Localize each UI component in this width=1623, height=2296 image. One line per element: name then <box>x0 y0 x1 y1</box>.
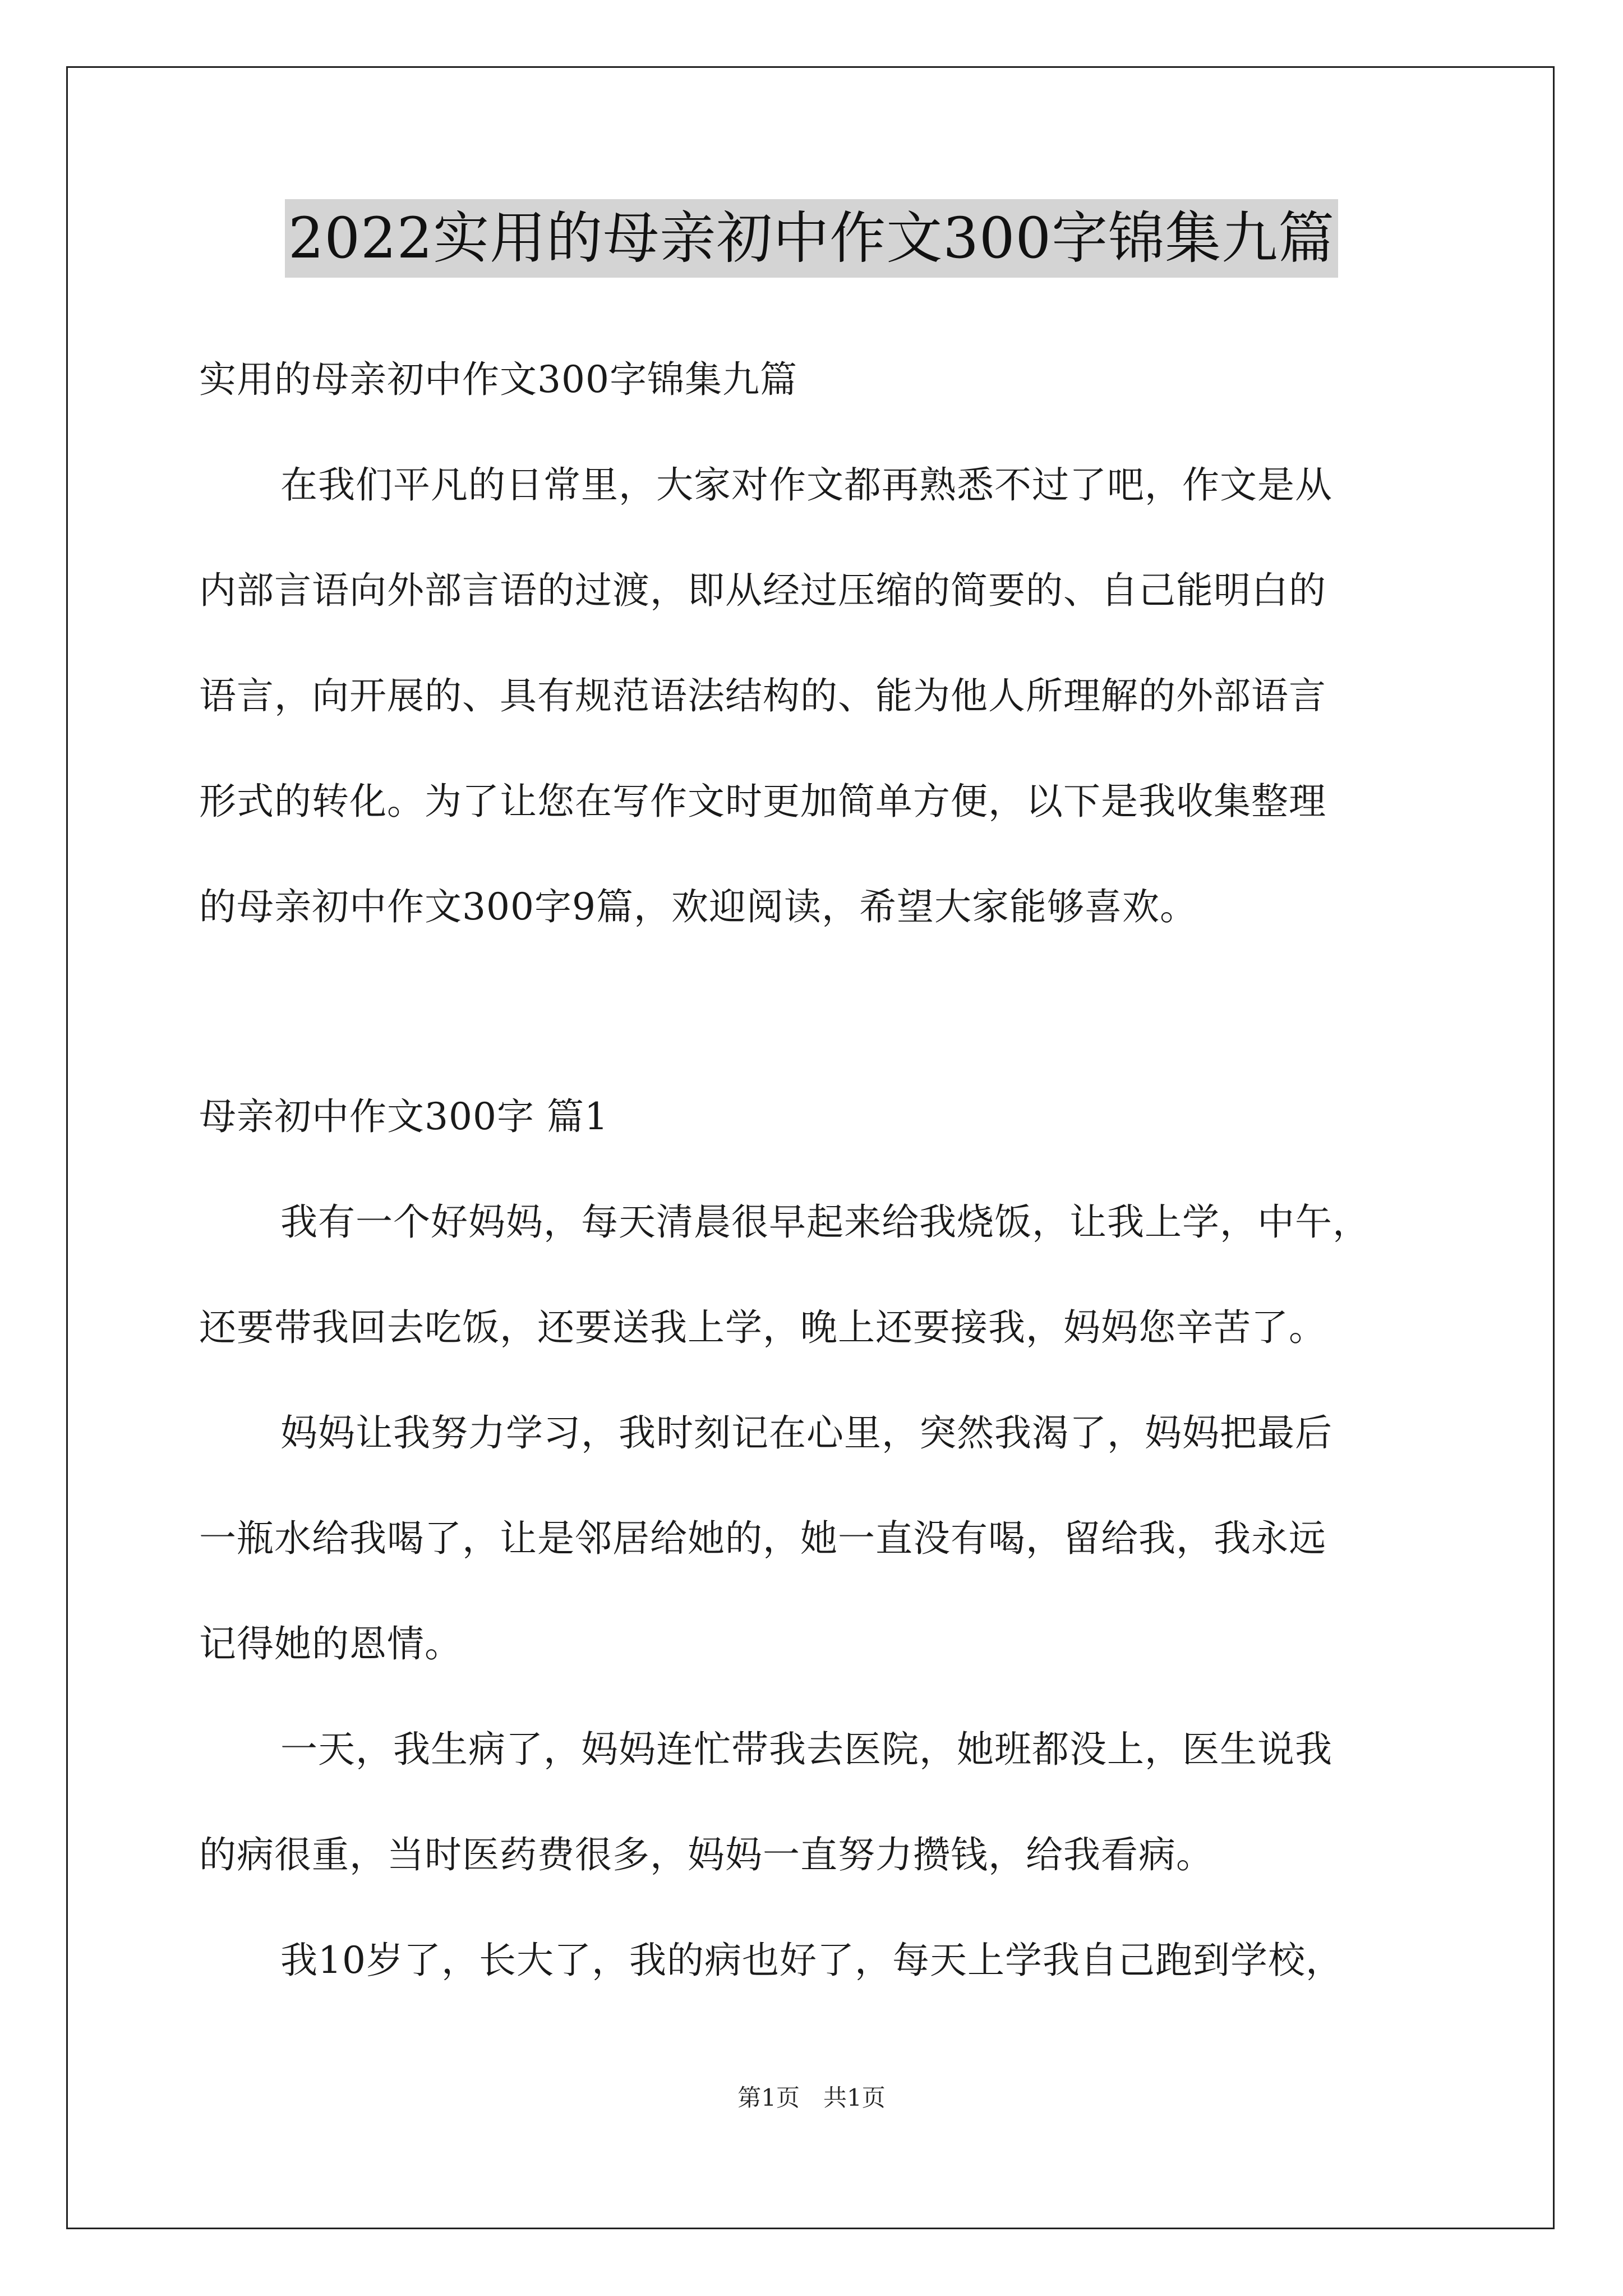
intro-line-5: 的母亲初中作文300字9篇，欢迎阅读，希望大家能够喜欢。 <box>199 885 1197 928</box>
intro-line-4: 形式的转化。为了让您在写作文时更加简单方便，以下是我收集整理 <box>199 780 1326 823</box>
body-line-2: 还要带我回去吃饭，还要送我上学，晚上还要接我，妈妈您辛苦了。 <box>199 1306 1326 1349</box>
body-line-5: 记得她的恩情。 <box>199 1622 462 1665</box>
body-line-1: 我有一个好妈妈，每天清晨很早起来给我烧饭，让我上学，中午， <box>280 1200 1370 1244</box>
body-line-4: 一瓶水给我喝了，让是邻居给她的，她一直没有喝，留给我，我永远 <box>199 1517 1326 1560</box>
title-container <box>0 199 1623 278</box>
section-heading: 母亲初中作文300字 篇1 <box>199 1095 608 1138</box>
intro-line-2: 内部言语向外部言语的过渡，即从经过压缩的简要的、自己能明白的 <box>199 569 1326 612</box>
subtitle-line: 实用的母亲初中作文300字锦集九篇 <box>199 358 797 401</box>
body-line-3: 妈妈让我努力学习，我时刻记在心里，突然我渴了，妈妈把最后 <box>280 1411 1332 1455</box>
page-footer: 第1页 共1页 <box>737 2084 886 2111</box>
intro-line-3: 语言，向开展的、具有规范语法结构的、能为他人所理解的外部语言 <box>199 674 1326 717</box>
document-title: 2022实用的母亲初中作文300字锦集九篇 <box>285 199 1338 278</box>
body-line-7: 的病很重，当时医药费很多，妈妈一直努力攒钱，给我看病。 <box>199 1833 1214 1876</box>
body-line-8: 我10岁了，长大了，我的病也好了，每天上学我自己跑到学校， <box>280 1939 1343 1982</box>
intro-line-1: 在我们平凡的日常里，大家对作文都再熟悉不过了吧，作文是从 <box>280 463 1332 507</box>
body-line-6: 一天，我生病了，妈妈连忙带我去医院，她班都没上，医生说我 <box>280 1728 1332 1771</box>
